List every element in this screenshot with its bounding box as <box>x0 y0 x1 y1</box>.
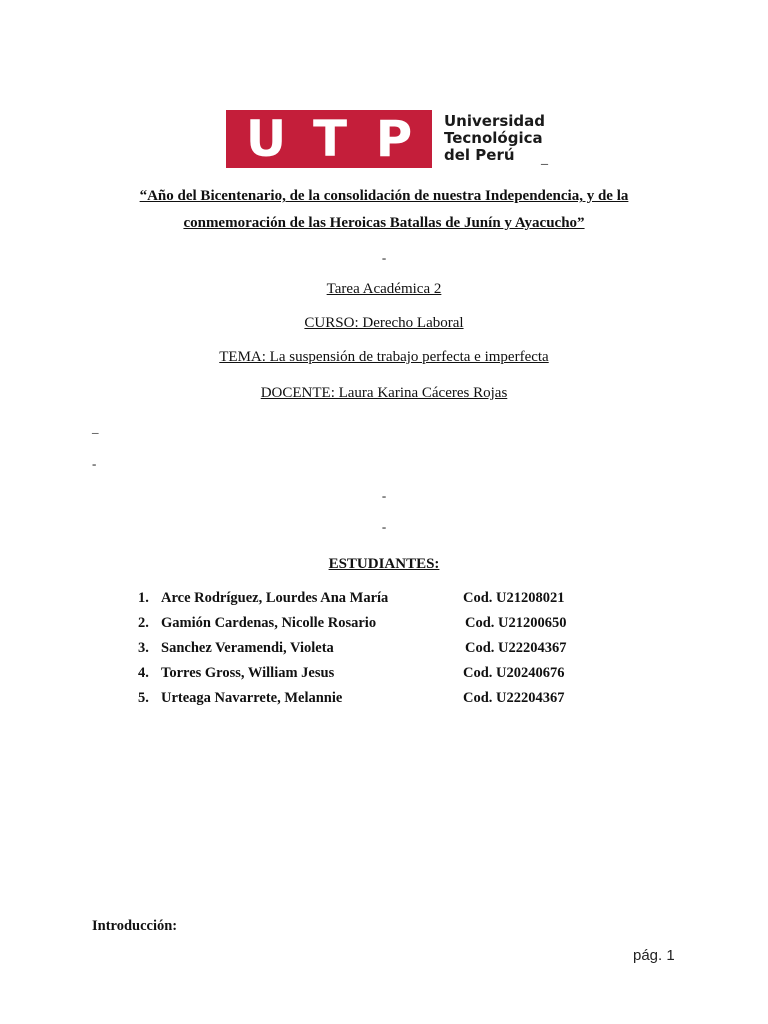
motto-line-2: conmemoración de las Heroicas Batallas de Junín y Ayacucho” <box>183 215 585 231</box>
logo-text-line-1: Universidad <box>444 112 546 130</box>
logo-letter-u: U <box>245 110 287 168</box>
logo-red-block <box>226 110 432 168</box>
course-name: CURSO: Derecho Laboral <box>304 315 464 331</box>
student-code: Cod. U22204367 <box>463 690 565 706</box>
students-heading: ESTUDIANTES: <box>328 556 440 572</box>
student-name: Sanchez Veramendi, Violeta <box>161 640 334 656</box>
logo-text-line-3: del Perú <box>444 146 515 164</box>
motto <box>0 183 768 237</box>
student-code: Cod. U21208021 <box>463 590 565 606</box>
logo-trailing-mark: _ <box>541 152 548 167</box>
student-number: 1. <box>138 590 149 606</box>
student-name: Torres Gross, William Jesus <box>161 665 335 681</box>
assignment-title: Tarea Académica 2 <box>326 281 442 297</box>
student-name: Gamión Cardenas, Nicolle Rosario <box>161 615 377 631</box>
student-number: 2. <box>138 615 149 631</box>
logo-wordmark <box>444 113 545 164</box>
logo-text-line-2: Tecnológica <box>444 129 543 147</box>
utp-logo <box>226 110 546 168</box>
student-code: Cod. U20240676 <box>463 665 565 681</box>
student-code: Cod. U22204367 <box>465 640 567 656</box>
stray-underscore: _ <box>92 420 99 435</box>
list-item <box>138 689 598 714</box>
separator-dash: - <box>381 250 387 265</box>
student-number: 4. <box>138 665 149 681</box>
student-number: 3. <box>138 640 149 656</box>
introduction-heading: Introducción: <box>92 918 178 934</box>
student-name: Arce Rodríguez, Lourdes Ana María <box>161 590 389 606</box>
teacher-name: DOCENTE: Laura Karina Cáceres Rojas <box>260 385 508 401</box>
students-list <box>138 589 598 714</box>
stray-dash-center-2: - <box>381 519 387 534</box>
list-item <box>138 639 598 664</box>
list-item <box>138 614 598 639</box>
list-item <box>138 664 598 689</box>
topic: TEMA: La suspensión de trabajo perfecta e imperfecta <box>219 349 549 365</box>
stray-dash-center-1: - <box>381 488 387 503</box>
stray-dash-left: - <box>92 456 97 471</box>
list-item <box>138 589 598 614</box>
student-code: Cod. U21200650 <box>465 615 567 631</box>
motto-line-1: “Año del Bicentenario, de la consolidación de nuestra Independencia, y de la <box>139 188 629 204</box>
logo-letter-p: P <box>375 110 413 168</box>
student-name: Urteaga Navarrete, Melannie <box>161 690 343 706</box>
logo-letter-t: T <box>312 110 348 168</box>
page-number: pág. 1 <box>633 947 675 964</box>
student-number: 5. <box>138 690 149 706</box>
